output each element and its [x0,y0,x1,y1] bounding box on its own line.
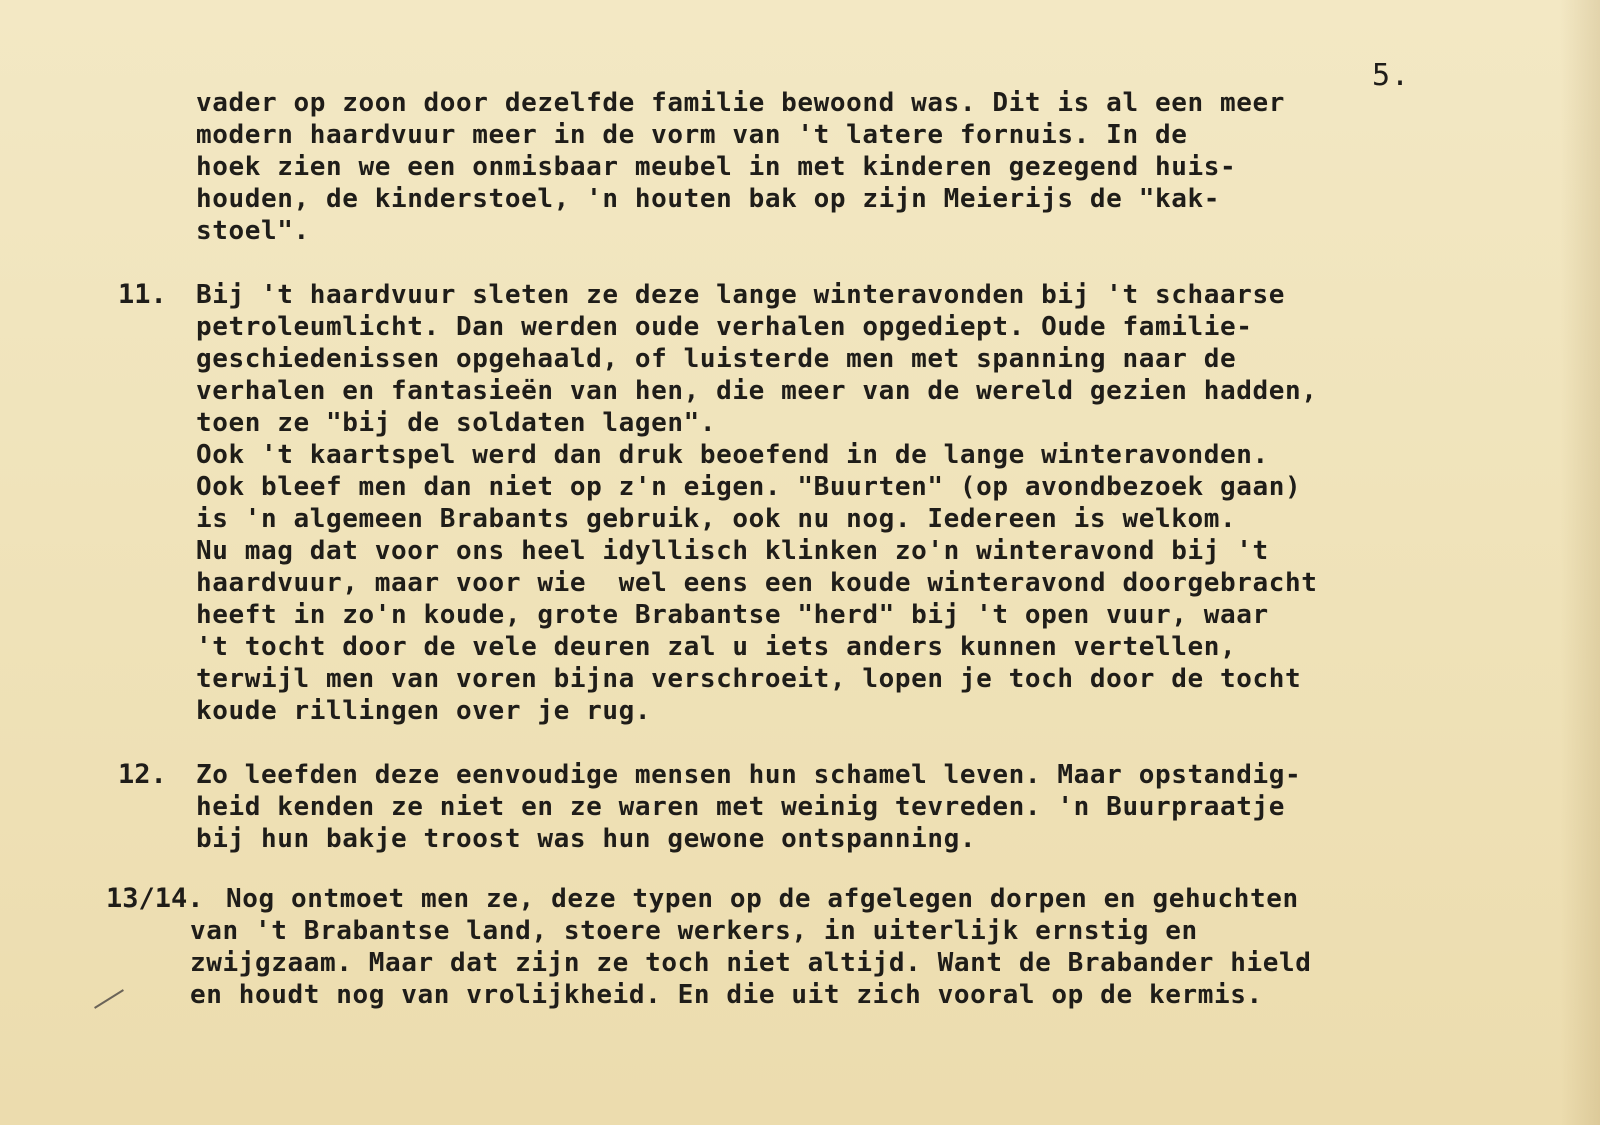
paragraph-line: 't tocht door de vele deuren zal u iets anders kunnen vertellen, [196,632,1237,662]
intro-line: hoek zien we een onmisbaar meubel in met kinderen gezegend huis- [196,152,1237,182]
paragraph-line: Zo leefden deze eenvoudige mensen hun schamel leven. Maar opstandig- [196,760,1302,790]
intro-line: vader op zoon door dezelfde familie bewoond was. Dit is al een meer [196,88,1285,118]
paragraph-line: van 't Brabantse land, stoere werkers, in uiterlijk ernstig en [190,916,1198,946]
pencil-mark [94,989,124,1009]
paragraph-line: heeft in zo'n koude, grote Brabantse "herd" bij 't open vuur, waar [196,600,1269,630]
paragraph-line: geschiedenissen opgehaald, of luisterde men met spanning naar de [196,344,1237,374]
paragraph-line: Bij 't haardvuur sleten ze deze lange winteravonden bij 't schaarse [196,280,1285,310]
paragraph-line: terwijl men van voren bijna verschroeit, lopen je toch door de tocht [196,664,1302,694]
paragraph-line: Ook 't kaartspel werd dan druk beoefend in de lange winteravonden. [196,440,1269,470]
page-edge-shadow [1560,0,1600,1125]
paragraph-line: verhalen en fantasieën van hen, die meer van de wereld gezien hadden, [196,376,1318,406]
paragraph-line: petroleumlicht. Dan werden oude verhalen opgediept. Oude familie- [196,312,1253,342]
paragraph-line: zwijgzaam. Maar dat zijn ze toch niet altijd. Want de Brabander hield [190,948,1312,978]
paragraph-line: Nu mag dat voor ons heel idyllisch klinken zo'n winteravond bij 't [196,536,1269,566]
paragraph-line: Ook bleef men dan niet op z'n eigen. "Buurten" (op avondbezoek gaan) [196,472,1302,502]
intro-line: modern haardvuur meer in de vorm van 't latere fornuis. In de [196,120,1188,150]
paragraph-number: 13/14. [106,883,204,914]
paragraph-line: bij hun bakje troost was hun gewone ontspanning. [196,824,977,854]
paragraph-line: toen ze "bij de soldaten lagen". [196,408,717,438]
intro-line: stoel". [196,216,310,246]
paragraph-line: Nog ontmoet men ze, deze typen op de afgelegen dorpen en gehuchten [226,884,1299,914]
paragraph-number: 12. [118,759,167,790]
paragraph-line: koude rillingen over je rug. [196,696,652,726]
paragraph-number: 11. [118,279,167,310]
intro-line: houden, de kinderstoel, 'n houten bak op zijn Meierijs de "kak- [196,184,1220,214]
paragraph-line: haardvuur, maar voor wie wel eens een koude winteravond doorgebracht [196,568,1318,598]
page-number: 5. [1372,58,1411,93]
paragraph-line: en houdt nog van vrolijkheid. En die uit zich vooral op de kermis. [190,980,1263,1010]
paragraph-line: is 'n algemeen Brabants gebruik, ook nu nog. Iedereen is welkom. [196,504,1237,534]
paragraph-line: heid kenden ze niet en ze waren met weinig tevreden. 'n Buurpraatje [196,792,1285,822]
